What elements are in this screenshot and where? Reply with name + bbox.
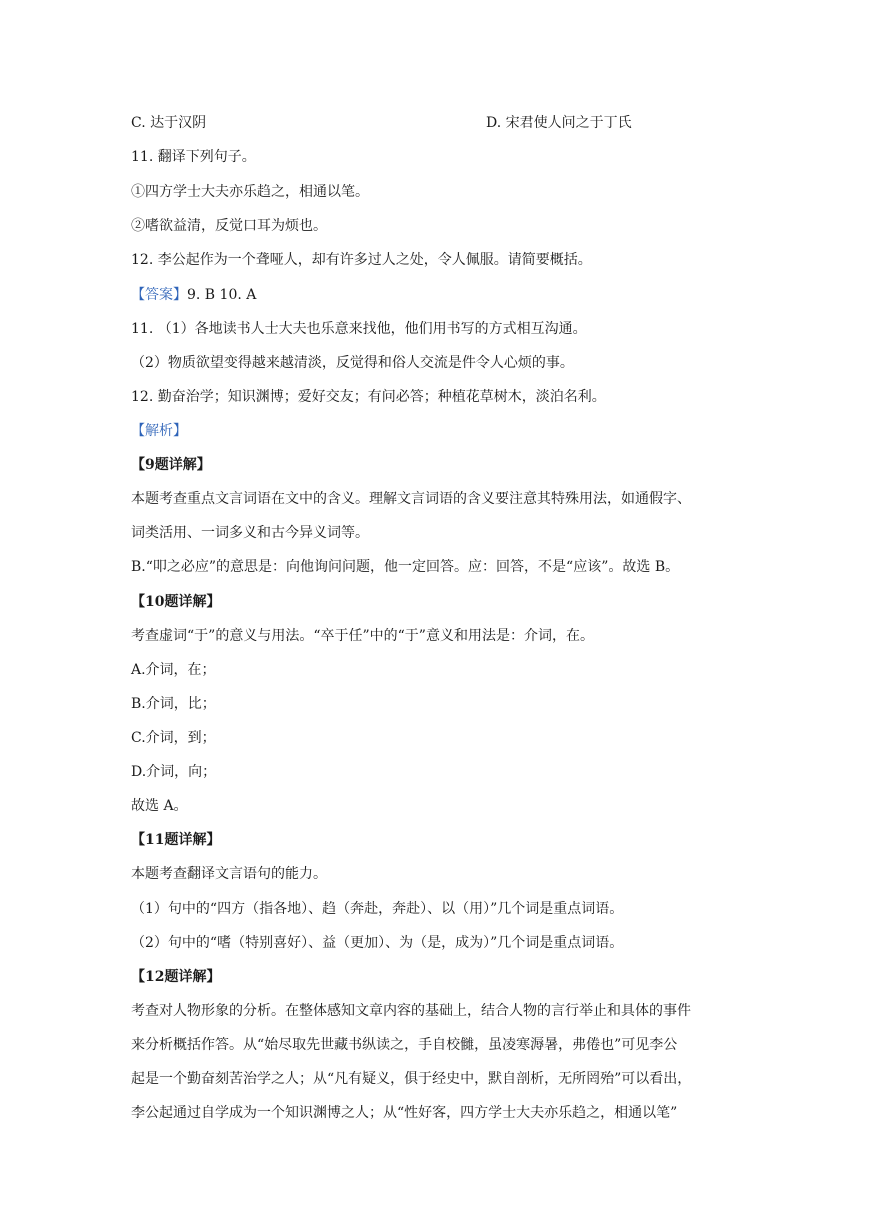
analysis-tag: 【解析】 [131, 423, 187, 439]
detail-11-heading: 【11题详解】 [131, 832, 221, 848]
detail-11-para-1: 本题考查翻译文言语句的能力。 [131, 866, 327, 882]
option-d: D. 宋君使人问之于丁氏 [486, 115, 632, 131]
detail-12-para-3: 起是一个勤奋刻苦治学之人；从“凡有疑义，俱于经史中，默自剖析，无所罔殆”可以看出， [131, 1071, 692, 1087]
detail-10-conclusion: 故选 A。 [131, 798, 188, 814]
detail-11-para-3: （2）句中的“嗜（特别喜好）、益（更加）、为（是，成为）”几个词是重点词语。 [131, 935, 624, 951]
answer-11-1: 11. （1）各地读书人士大夫也乐意来找他，他们用书写的方式相互沟通。 [131, 321, 587, 337]
answer-11-2: （2）物质欲望变得越来越清淡，反觉得和俗人交流是件令人心烦的事。 [131, 355, 574, 371]
detail-12-para-2: 来分析概括作答。从“始尽取先世藏书纵读之，手自校雠，虽凌寒溽暑，弗倦也”可见李公 [131, 1037, 678, 1053]
detail-10-option-b: B.介词，比； [131, 696, 216, 712]
detail-10-heading: 【10题详解】 [131, 594, 221, 610]
question-11-sentence-2: ②嗜欲益清，反觉口耳为烦也。 [131, 218, 327, 234]
detail-11-para-2: （1）句中的“四方（指各地）、趋（奔赴，奔赴）、以（用）”几个词是重点词语。 [131, 901, 624, 917]
answer-12: 12. 勤奋治学；知识渊博；爱好交友；有问必答；种植花草树木，淡泊名利。 [131, 389, 606, 405]
question-12-title: 12. 李公起作为一个聋哑人，却有许多过人之处，令人佩服。请简要概括。 [131, 252, 592, 268]
detail-9-para-2: 词类活用、一词多义和古今异义词等。 [131, 525, 369, 541]
option-c: C. 达于汉阴 [131, 115, 207, 131]
detail-9-heading: 【9题详解】 [131, 457, 211, 473]
detail-12-para-4: 李公起通过自学成为一个知识渊博之人；从“性好客，四方学士大夫亦乐趋之，相通以笔” [131, 1105, 678, 1121]
detail-9-para-1: 本题考查重点文言词语在文中的含义。理解文言词语的含义要注意其特殊用法，如通假字、 [131, 491, 691, 507]
detail-9-para-3: B.“叩之必应”的意思是：向他询问问题，他一定回答。应：回答，不是“应该”。故选 B。 [131, 559, 680, 575]
detail-10-option-a: A.介词，在； [131, 662, 216, 678]
answer-9-10: 9. B 10. A [187, 287, 257, 303]
question-11-title: 11. 翻译下列句子。 [131, 149, 256, 165]
question-11-sentence-1: ①四方学士大夫亦乐趋之，相通以笔。 [131, 184, 369, 200]
detail-10-option-d: D.介词，向； [131, 764, 217, 780]
detail-10-para-1: 考查虚词“于”的意义与用法。“卒于任”中的“于”意义和用法是：介词，在。 [131, 628, 594, 644]
detail-12-para-1: 考查对人物形象的分析。在整体感知文章内容的基础上，结合人物的言行举止和具体的事件 [131, 1003, 691, 1019]
detail-10-option-c: C.介词，到； [131, 730, 216, 746]
answer-line [131, 286, 751, 304]
detail-12-heading: 【12题详解】 [131, 969, 221, 985]
answer-tag: 【答案】 [131, 287, 187, 303]
